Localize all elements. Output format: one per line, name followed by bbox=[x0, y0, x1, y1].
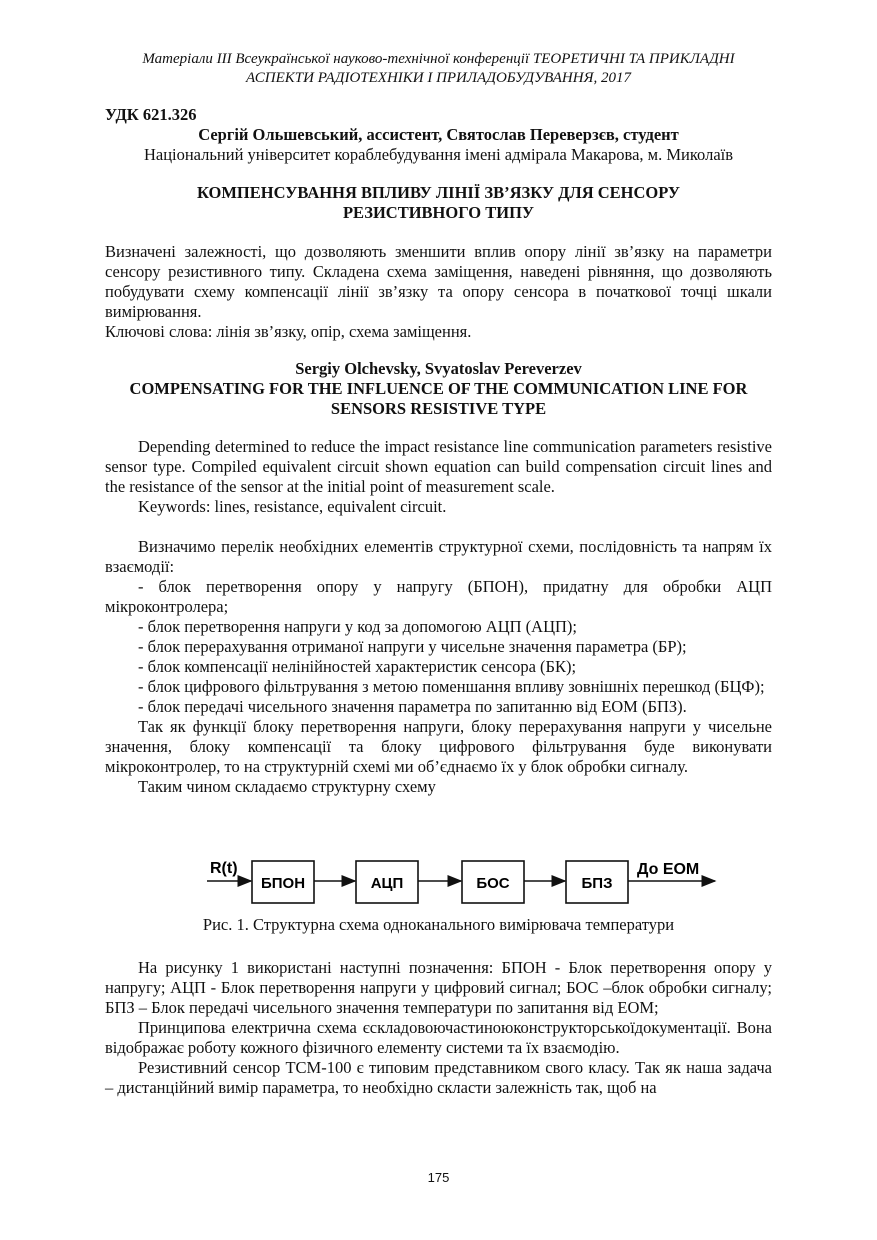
authors-ua: Сергій Ольшевський, ассистент, Святослав Переверзєв, студент bbox=[198, 125, 679, 144]
paper-meta bbox=[105, 105, 772, 165]
list-item: - блок перетворення напруги у код за допомогою АЦП (АЦП); bbox=[138, 617, 577, 636]
title-en-block bbox=[105, 359, 772, 419]
keywords-ua: Ключові слова: лінія зв’язку, опір, схема заміщення. bbox=[105, 322, 472, 341]
list-item: - блок перерахування отриманої напруги у чисельне значення параметра (БР); bbox=[138, 637, 687, 656]
authors-en: Sergiy Olchevsky, Svyatoslav Pereverzev bbox=[295, 359, 582, 378]
figure-caption-block bbox=[105, 915, 772, 935]
body-para-2: Так як функції блоку перетворення напруги, блоку перерахування напруги у чисельне значення, блоку компенсації та блоку цифрового фільтрування буде виконувати мікроконтролер, то на структурній схемі ми об’єднаємо їх у блок обробки сигналу. bbox=[105, 717, 772, 776]
udk-code: УДК 621.326 bbox=[105, 105, 197, 124]
block-adc-label: АЦП bbox=[370, 875, 404, 892]
after-section bbox=[105, 958, 772, 1098]
block-diagram bbox=[205, 855, 725, 910]
header-line-2: АСПЕКТИ РАДІОТЕХНІКИ І ПРИЛАДОБУДУВАННЯ, 2017 bbox=[246, 70, 631, 86]
body-intro: Визначимо перелік необхідних елементів структурної схеми, послідовність та напрям їх взаємодії: bbox=[105, 537, 772, 576]
page-number: 175 bbox=[427, 1170, 450, 1185]
body-para-3: Таким чином складаємо структурну схему bbox=[138, 777, 436, 796]
list-item: - блок передачі чисельного значення параметра по запитанню від ЕОМ (БПЗ). bbox=[138, 697, 687, 716]
block-bos-label: БОС bbox=[476, 875, 510, 892]
after-para-2: Принципова електрична схема єскладовоючастиноюконструкторськоїдокументації. Вона відображає роботу кожного фізичного елементу системи та їх взаємодію. bbox=[105, 1018, 772, 1057]
input-label: R(t) bbox=[210, 860, 238, 877]
output-label: До ЕОМ bbox=[637, 861, 700, 878]
list-item: - блок цифрового фільтрування з метою поменшання впливу зовнішніх перешкод (БЦФ); bbox=[138, 677, 765, 696]
block-bpz-label: БПЗ bbox=[581, 875, 613, 892]
after-para-1: На рисунку 1 використані наступні позначення: БПОН - Блок перетворення опору у напругу; АЦП - Блок перетворення напруги у цифровий сигнал; БОС –блок обробки сигналу; БПЗ – Блок передачі чисельного значення температури по запитання від ЕОМ; bbox=[105, 958, 772, 1017]
block-bpon-label: БПОН bbox=[260, 875, 306, 892]
abstract-ua: Визначені залежності, що дозволяють зменшити вплив опору лінії зв’язку на параметри сенсору резистивного типу. Складена схема заміщення, наведені рівняння, що дозволяють побудувати схему компенсації лінії зв’язку та опору сенсора в початкової точці шкали вимірювання. bbox=[105, 242, 772, 321]
abstract-ua-block bbox=[105, 242, 772, 342]
abstract-en: Depending determined to reduce the impact resistance line communication parameters resistive sensor type. Compiled equivalent circuit shown equation can build compensation circuit lines and the resistance of the sensor at the initial point of measurement scale. bbox=[105, 437, 772, 496]
after-para-3: Резистивний сенсор ТСМ-100 є типовим представником свого класу. Так як наша задача – дистанційний вимір параметра, то необхідно скласти залежність так, щоб на bbox=[105, 1058, 772, 1097]
affiliation-ua: Національний університет кораблебудування імені адмірала Макарова, м. Миколаїв bbox=[143, 145, 734, 164]
header-line-1: Матеріали III Всеукраїнської науково-технічної конференції ТЕОРЕТИЧНІ ТА ПРИКЛАДНІ bbox=[142, 51, 735, 67]
figure-caption: Рис. 1. Структурна схема одноканального вимірювача температури bbox=[202, 915, 675, 934]
title-ua-line-1: КОМПЕНСУВАННЯ ВПЛИВУ ЛІНІЇ ЗВ’ЯЗКУ ДЛЯ СЕНСОРУ bbox=[196, 183, 681, 202]
running-header bbox=[100, 50, 777, 88]
title-en-line-2: SENSORS RESISTIVE TYPE bbox=[330, 399, 547, 418]
title-ua-line-2: РЕЗИСТИВНОГО ТИПУ bbox=[342, 203, 535, 222]
keywords-en: Keywords: lines, resistance, equivalent circuit. bbox=[138, 497, 447, 516]
body-section bbox=[105, 537, 772, 797]
title-ua bbox=[105, 183, 772, 223]
abstract-en-block bbox=[105, 437, 772, 517]
title-en-line-1: COMPENSATING FOR THE INFLUENCE OF THE COMMUNICATION LINE FOR bbox=[129, 379, 748, 398]
list-item: - блок компенсації нелінійностей характеристик сенсора (БК); bbox=[138, 657, 577, 676]
list-item: - блок перетворення опору у напругу (БПОН), придатну для обробки АЦП мікроконтролера; bbox=[105, 577, 772, 616]
